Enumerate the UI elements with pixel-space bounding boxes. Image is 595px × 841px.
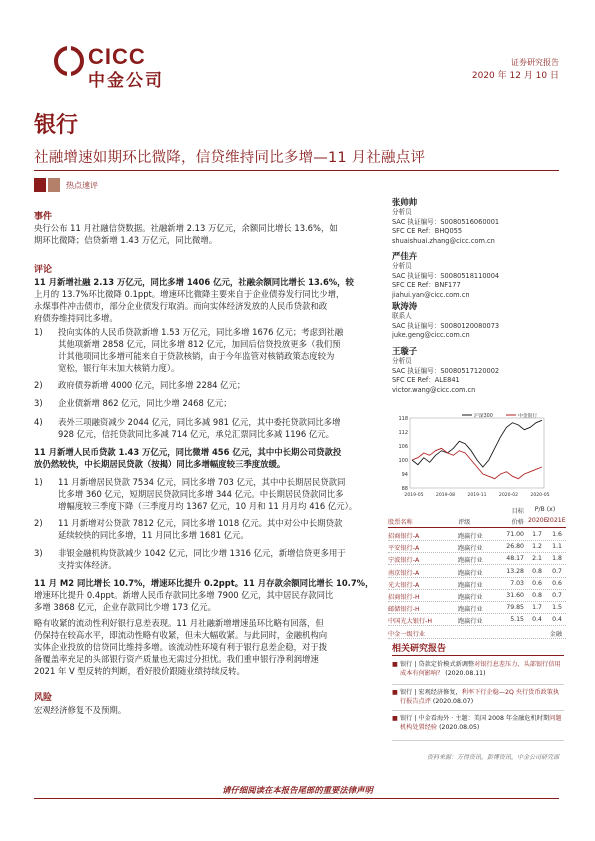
table-header: 股票名称 评级 价格 2020E 2021E <box>388 517 566 526</box>
related-divider <box>392 710 564 711</box>
title-divider <box>34 170 559 171</box>
table-cell: 13.28 <box>506 567 524 575</box>
table-cell: 48.17 <box>506 555 524 563</box>
legend-label: 沪深300 <box>474 414 493 419</box>
table-row <box>388 578 566 590</box>
table-cell: 26.80 <box>506 543 524 551</box>
table-cell: 跑赢行业 <box>458 545 483 553</box>
related-divider <box>392 684 564 685</box>
table-cell: 0.8 <box>532 592 542 599</box>
cicc-emblem-icon <box>54 46 84 76</box>
table-cell: 招商银行-A <box>388 533 420 540</box>
y-tick-label: 94 <box>401 472 408 478</box>
analyst-card: 严佳卉 分析员 SAC 执证编号：S0080518110004 SFC CE Ref：BNF177 jiahui.yan@cicc.com.cn <box>392 250 564 300</box>
loans-lead: 11 月新增人民币贷款 1.43 万亿元，同比微增 456 亿元，其中中长期公司贷款投 放仍然较快，中长期居民贷款（按揭）同比多增幅度较三季度放缓。 <box>34 447 342 469</box>
table-row <box>388 627 566 639</box>
tag-square-icon <box>34 178 46 192</box>
logo-en: CICC <box>88 44 146 69</box>
table-cell: 7.03 <box>510 579 524 587</box>
table-cell: 招商银行-H <box>388 594 420 601</box>
table-cell: 1.5 <box>552 604 562 612</box>
table-cell: 1.7 <box>532 604 542 612</box>
bullet-icon: ■ <box>392 661 398 668</box>
table-cell: 跑赢行业 <box>458 594 483 601</box>
table-cell: 1.2 <box>532 543 542 551</box>
table-cell: 金融 <box>549 630 562 638</box>
legal-notice: 请仔细阅读在本报告尾部的重要法律声明 <box>222 785 373 795</box>
table-cell: 5.15 <box>510 616 524 624</box>
cicc-logo <box>54 44 164 92</box>
table-cell: 中金一级行业 <box>388 630 426 638</box>
related-link[interactable]: 问题机构处置经验 <box>400 715 562 731</box>
table-cell: 跑赢行业 <box>458 569 483 577</box>
report-type: 证券研究报告 <box>511 58 559 67</box>
related-divider <box>392 740 564 741</box>
footer-divider <box>34 798 559 799</box>
x-tick-label: 2019-11 <box>467 493 487 498</box>
table-cell: 0.7 <box>552 567 562 575</box>
y-tick-label: 88 <box>401 486 408 492</box>
table-cell: 1.7 <box>532 531 542 538</box>
table-cell: 2.1 <box>532 555 542 563</box>
table-cell: 0.8 <box>532 567 542 575</box>
analyst-email[interactable]: jiahui.yan@cicc.com.cn <box>392 290 470 299</box>
legend-label: 中金银行 <box>518 414 538 419</box>
x-tick-label: 2020-05 <box>530 493 550 498</box>
performance-chart <box>392 410 562 502</box>
related-heading: 相关研究报告 <box>392 644 447 654</box>
table-cell: 跑赢行业 <box>458 557 483 565</box>
table-cell: 1.1 <box>552 543 562 551</box>
report-date: 2020 年 12 月 10 日 <box>471 71 559 81</box>
m2-paragraph: 11 月 M2 同比增长 10.7%，增速环比提升 0.2ppt。11 月存款余额同比增长 10.7%， 增速环比提升 0.4ppt。新增人民币存款同比多增 7900 亿元，其中居民存款同比 多增 3868 亿元，企业存款同比少增 173 亿元。 <box>34 578 374 612</box>
table-cell: 0.6 <box>552 579 562 587</box>
related-link[interactable]: 对银行息差压力、头部银行信用成本有 <box>400 661 561 677</box>
table-cell: 跑赢行业 <box>458 606 483 614</box>
risk-text: 宏观经济修复不及预期。 <box>34 705 127 715</box>
table-row <box>388 566 566 578</box>
table-row <box>388 553 566 565</box>
related-link[interactable]: 利率下行企稳—2Q 央行货币政 <box>461 689 547 696</box>
table-cell: 1.6 <box>552 531 562 538</box>
table-row <box>388 614 566 626</box>
source-note: 资料来源：万得资讯，彭博资讯，中金公司研究部 <box>426 754 559 761</box>
y-tick-label: 106 <box>398 444 408 450</box>
table-cell: 0.4 <box>552 616 562 624</box>
table-cell: 平安银行-A <box>388 545 420 553</box>
table-row <box>388 529 566 541</box>
series-line <box>412 448 542 478</box>
analyst-email[interactable]: shuaishuai.zhang@cicc.com.cn <box>392 236 495 245</box>
table-cell: 71.00 <box>506 531 524 538</box>
analyst-card: 耿涛涛 联系人 SAC 执证编号：S0080120080073 juke.geng@cicc.com.cn <box>392 300 564 341</box>
tag-square-icon <box>48 178 60 192</box>
bullet-icon: ■ <box>392 715 398 722</box>
table-row <box>388 541 566 553</box>
table-cell: 79.85 <box>506 604 524 612</box>
table-cell: 光大银行-A <box>388 581 420 589</box>
table-cell: 0.7 <box>552 592 562 599</box>
logo-zh: 中金公司 <box>88 71 164 91</box>
sector-title: 银行 <box>34 113 79 138</box>
event-text: 央行公布 11 月社融信贷数据。社融新增 2.13 万亿元，余额同比增长 13.6%，如 期环比微降；信贷新增 1.43 万亿元，同比微增。 <box>34 223 338 245</box>
x-tick-label: 2019-05 <box>404 493 424 498</box>
analyst-card: 王璇子 分析员 SAC 执证编号：S0080517120002 SFC CE Ref：ALE841 victor.wang@cicc.com.cn <box>392 345 564 395</box>
analyst-card: 张帅帅 分析员 SAC 执证编号：S0080516060001 SFC CE Ref：BHQ055 shuaishuai.zhang@cicc.com.cn <box>392 196 564 246</box>
table-cell: 31.60 <box>506 592 524 599</box>
table-cell: 南京银行-A <box>388 569 420 577</box>
page-title: 社融增速如期环比微降，信贷维持同比多增—11 月社融点评 <box>34 150 426 166</box>
table-row <box>388 602 566 614</box>
analyst-email[interactable]: victor.wang@cicc.com.cn <box>392 385 476 394</box>
comment-lead: 11 月新增社融 2.13 万亿元，同比多增 1406 亿元，社融余额同比增长 13.6%，较 上月的 13.7%环比微降 0.1ppt。增速环比微降主要来自于企业债券发行同比少增， 永煤事件冲击债市，部分企业债发行取消。而向实体经济发放的人民币贷款和政 府债券维持同比多增。 <box>34 277 354 323</box>
table-cell: 中国光大银行-H <box>388 618 433 626</box>
table-cell: 跑赢行业 <box>458 581 483 589</box>
event-heading: 事件 <box>34 212 53 222</box>
bullet-icon: ■ <box>392 689 398 696</box>
analyst-email[interactable]: juke.geng@cicc.com.cn <box>392 331 470 340</box>
comment-heading: 评论 <box>34 265 53 275</box>
table-cell: 邮储银行-H <box>388 606 420 614</box>
x-tick-label: 2019-08 <box>435 493 456 498</box>
summary-paragraph: 略有收紧的流动性利好银行息差表现。11 月社融新增增速虽环比略有回落，但 仍保持在较高水平，即流动性略有收紧，但未大幅收紧。与此同时，金融机构向 实体企业投放的信贷同比维持多增。该流动性环境有利于银行息差企稳，对于拨 备覆盖率充足的头部银行资产质量也无需过分担忧。我们重申银行净利润增速 2021 年 V 型反转的判断，看好股价跟随业绩持续反转。 <box>34 618 328 676</box>
x-tick-label: 2020-02 <box>498 493 519 498</box>
table-cell: 跑赢行业 <box>458 618 483 626</box>
tag-label: 热点速评 <box>66 181 98 190</box>
y-tick-label: 112 <box>398 430 408 436</box>
risk-heading: 风险 <box>34 693 53 703</box>
table-cell: 宁波银行-A <box>388 557 420 565</box>
y-tick-label: 118 <box>398 416 408 422</box>
table-cell: 0.4 <box>532 616 542 624</box>
series-line <box>412 420 542 467</box>
table-row <box>388 590 566 602</box>
related-divider <box>392 655 564 656</box>
table-cell: 跑赢行业 <box>458 533 483 540</box>
table-cell: 0.6 <box>532 579 542 587</box>
chart-frame <box>410 418 544 488</box>
y-tick-label: 100 <box>398 458 408 464</box>
table-cell: 1.8 <box>552 555 562 563</box>
